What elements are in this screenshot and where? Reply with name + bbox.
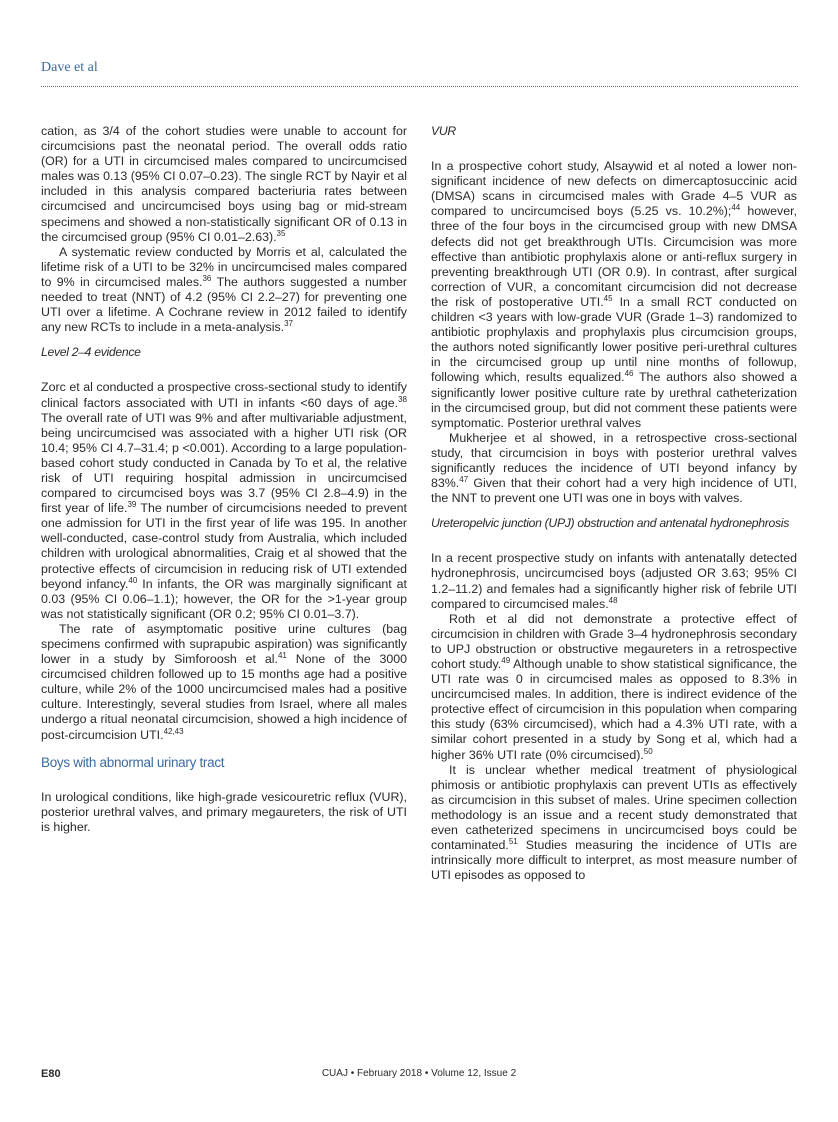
page-number: E80 — [41, 1068, 61, 1080]
paragraph: In a recent prospective study on infants with antenatally detected hydronephrosis, uncircumcised boys (adjusted OR 3.63; 95% CI 1.2–11.2) and females had a significantly higher risk of febrile UTI compared to circumcised males.$^{48}$ — [431, 551, 797, 611]
subheading-upj: Ureteropelvic junction (UPJ) obstruction and antenatal hydronephrosis — [431, 516, 789, 531]
paragraph: Zorc et al conducted a prospective cross-sectional study to identify clinical factors associated with UTI in infants <60 days of age.$^{38}$ The overall rate of UTI was 9% and after multivariable adjustment, being uncircumcised was associated with a higher UTI risk (OR 10.4; 95% CI 4.7–31.4; p <0.001). According to a large population-based cohort study conducted in Canada by To et al, the relative risk of UTI requiring hospital admission in uncircumcised compared to circumcised boys was 3.7 (95% CI 2.8–4.9) in the first year of life.$^{39}$ The number of circumcisions needed to prevent one admission for UTI in the first year of life was 195. In another well-conducted, case-control study from Australia, which included children with urological abnormalities, Craig et al showed that the protective effects of circumcision in reducing risk of UTI extended beyond infancy.$^{40}$ In infants, the OR was marginally significant at 0.03 (95% CI 0.06–1.1); however, the OR for the >1-year group was not statistically significant (OR 0.2; 95% CI 0.01–3.7). — [41, 380, 407, 621]
paragraph: cation, as 3/4 of the cohort studies were unable to account for circumcisions past the neonatal period. The overall odds ratio (OR) for a UTI in circumcised males compared to uncircumcised males was 0.13 (95% CI 0.07–0.23). The single RCT by Nayir et al included in this analysis compared bacteriuria rates between circumcised and uncircumcised boys using bag or mid-stream specimens and showed a non-statistically significant OR of 0.13 in the circumcised group (95% CI 0.01–2.63).$^{35}$ — [41, 124, 407, 244]
paragraph: It is unclear whether medical treatment of physiological phimosis or antibiotic prophylaxis can prevent UTIs as effectively as circumcision in this subset of males. Urine specimen collection methodology is an issue and a recent study demonstrated that even catheterized specimens in uncircumcised boys could be contaminated.$^{51}$ Studies measuring the incidence of UTIs are intrinsically more difficult to interpret, as most measure number of UTI episodes as opposed to — [431, 762, 797, 883]
subheading-vur: VUR — [431, 124, 456, 138]
paragraph: In urological conditions, like high-grade vesicouretric reflux (VUR), posterior urethral valves, and primary megaureters, the risk of UTI is higher. — [41, 789, 407, 834]
paragraph: A systematic review conducted by Morris et al, calculated the lifetime risk of a UTI to be 32% in uncircumcised males compared to 9% in circumcised males.$^{36}$ The authors suggested a number needed to treat (NNT) of 4.2 (95% CI 2.2–27) for preventing one UTI over a lifetime. A Cochrane review in 2012 failed to identify any new RCTs to include in a meta-analysis.$^{37}$ — [41, 244, 407, 335]
subheading-level-evidence: Level 2–4 evidence — [41, 345, 141, 360]
paragraph: Mukherjee et al showed, in a retrospective cross-sectional study, that circumcision in boys with posterior urethral valves significantly reduces the incidence of UTI beyond infancy by 83%.$^{47}$ Given that their cohort had a very high incidence of UTI, the NNT to prevent one UTI was one in boys with valves. — [431, 430, 797, 506]
paragraph: Roth et al did not demonstrate a protective effect of circumcision in children with Grade 3–4 hydronephrosis secondary to UPJ obstruction or obstructive megaureters in a retrospective cohort study.$^{49}$ Although unable to show statistical significance, the UTI rate was 0 in circumcised males as opposed to 8.3% in uncircumcised males. In addition, there is indirect evidence of the protective effect of circumcision in this population when comparing this study (63% circumcised), which had a 4.3% UTI rate, with a similar cohort presented in a study by Song et al, which had a higher 36% UTI rate (0% circumcised).$^{50}$ — [431, 611, 797, 762]
running-head: Dave et al — [41, 60, 98, 75]
journal-footer: CUAJ • February 2018 • Volume 12, Issue 2 — [321, 1068, 517, 1079]
left-column — [41, 124, 407, 835]
header-divider — [41, 86, 798, 87]
paragraph: The rate of asymptomatic positive urine cultures (bag specimens confirmed with suprapubic aspiration) was significantly lower in a study by Simforoosh et al.$^{41}$ None of the 3000 circumcised children followed up to 15 months age had a positive culture, while 2% of the 1000 uncircumcised males had a positive culture. Interestingly, several studies from Israel, where all males undergo a ritual neonatal circumcision, showed a high incidence of post-circumcision UTI.$^{42,43}$ — [41, 621, 408, 742]
paragraph: In a prospective cohort study, Alsaywid et al noted a lower non-significant incidence of new defects on dimercaptosuccinic acid (DMSA) scans in circumcised males with Grade 4–5 VUR as compared to uncircumcised boys (5.25 vs. 10.2%);$^{44}$ however, three of the four boys in the circumcised group with new DMSA defects did not get breakthrough UTIs. Circumcision was more effective than antibiotic prophylaxis alone or anti-reflux surgery in preventing breakthrough UTI (OR 0.9). In contrast, after surgical correction of VUR, a concomitant circumcision did not decrease the risk of postoperative UTI.$^{45}$ In a small RCT conducted on children <3 years with low-grade VUR (Grade 1–3) randomized to antibiotic prophylaxis and prophylaxis plus circumcision groups, the authors noted significantly lower positive peri-urethral cultures in the circumcised group up until nine months of followup, following which, results equalized.$^{46}$ The authors also showed a significantly lower positive culture rate by urethral catheterization in the circumcised group, but did not comment these patients were symptomatic. Posterior urethral valves — [431, 159, 797, 430]
section-heading-abnormal-urinary-tract: Boys with abnormal urinary tract — [41, 754, 225, 770]
right-column — [431, 124, 797, 883]
